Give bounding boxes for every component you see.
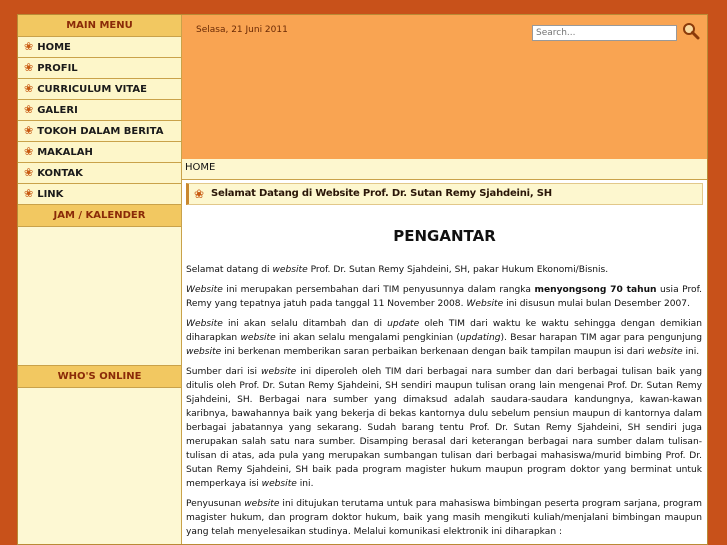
search-icon[interactable] xyxy=(682,22,700,40)
paragraph: Sumber dari isi website ini diperoleh oleh TIM dari berbagai nara sumber dan dari berbagai tulisan baik yang ditulis oleh Prof. Dr. Sutan Remy Sjahdeini, SH sendiri maupun tulisan orang lain mengenai Prof. Dr. Sutan Remy Sjahdeini, SH. Berbagai nara sumber yang dimaksud adalah saudara-saudara kandungnya, kawan-kawan karibnya, bawahannya baik yang bekerja di bekas kantornya dulu sebelum pensiun maupun di kantornya dalam berbagai jabatannya yang sekarang. Sudah barang tentu Prof. Dr. Sutan Remy Sjahdeini, SH sendiri juga merupakan salah satu nara sumber. Disamping berasal dari keterangan berbagai nara sumber dalam tulisan-tulisan di atas, ada pula yang merupakan sumbangan tulisan dari berbagai mahasiswa/murid bimbing Prof. Dr. Sutan Remy Sjahdeini, SH baik pada program magister hukum maupun program doktor yang berminat untuk memperkaya isi website ini. xyxy=(186,367,702,489)
breadcrumb-bar xyxy=(182,159,707,180)
flower-icon: ❀ xyxy=(194,187,205,201)
flower-icon: ❀ xyxy=(24,145,34,158)
whos-online-title: WHO'S ONLINE xyxy=(18,366,181,388)
menu-item-profil[interactable] xyxy=(18,58,181,79)
header-banner xyxy=(182,15,707,160)
menu-item-label: MAKALAH xyxy=(37,147,93,158)
flower-icon: ❀ xyxy=(24,124,34,137)
flower-icon: ❀ xyxy=(24,103,34,116)
menu-item-label: GALERI xyxy=(37,105,78,116)
breadcrumb: HOME xyxy=(185,162,216,173)
article-body xyxy=(186,263,702,545)
menu-item-kontak[interactable] xyxy=(18,163,181,184)
page-heading: PENGANTAR xyxy=(393,227,496,245)
sidebar xyxy=(18,15,182,545)
menu-item-curriculum-vitae[interactable] xyxy=(18,79,181,100)
jam-kalender-title: JAM / KALENDER xyxy=(18,205,181,227)
paragraph: Selamat datang di website Prof. Dr. Sutan Remy Sjahdeini, SH, pakar Hukum Ekonomi/Bisnis. xyxy=(186,265,609,275)
search-input[interactable] xyxy=(532,25,677,41)
flower-icon: ❀ xyxy=(24,61,34,74)
article-title: Selamat Datang di Website Prof. Dr. Sutan Remy Sjahdeini, SH xyxy=(211,188,552,199)
flower-icon: ❀ xyxy=(24,166,34,179)
paragraph: Website ini akan selalu ditambah dan di update oleh TIM dari waktu ke waktu sehingga dengan demikian diharapkan website ini akan selalu mengalami pengkinian (updating). Besar harapan TIM agar para pengunjung website ini berkenan memberikan saran perbaikan berkenaan dengan baik tampilan maupun isi dari website ini. xyxy=(186,319,702,357)
menu-item-label: PROFIL xyxy=(37,63,78,74)
menu-item-link[interactable] xyxy=(18,184,181,205)
paragraph: Website ini merupakan persembahan dari TIM penyusunnya dalam rangka menyongsong 70 tahun usia Prof. Remy yang tepatnya jatuh pada tanggal 11 November 2008. Website ini disusun mulai bulan Desember 2007. xyxy=(186,285,703,309)
main-area xyxy=(182,15,707,544)
current-date: Selasa, 21 Juni 2011 xyxy=(196,25,288,35)
menu-item-label: KONTAK xyxy=(37,168,83,179)
menu-item-makalah[interactable] xyxy=(18,142,181,163)
flower-icon: ❀ xyxy=(24,187,34,200)
menu-item-galeri[interactable] xyxy=(18,100,181,121)
menu-item-label: TOKOH DALAM BERITA xyxy=(37,126,164,137)
flower-icon: ❀ xyxy=(24,40,34,53)
menu-item-label: CURRICULUM VITAE xyxy=(37,84,147,95)
page-frame xyxy=(17,14,708,545)
menu-item-home[interactable] xyxy=(18,37,181,58)
flower-icon: ❀ xyxy=(24,82,34,95)
menu-item-label: HOME xyxy=(37,42,71,53)
main-menu-title: MAIN MENU xyxy=(18,15,181,37)
menu-item-tokoh-dalam-berita[interactable] xyxy=(18,121,181,142)
jam-kalender-panel xyxy=(18,227,181,366)
paragraph: Penyusunan website ini ditujukan terutama untuk para mahasiswa bimbingan peserta program sarjana, program magister hukum, dan program doktor hukum, baik yang masih mengikuti kuliah/menjalani bimbingan maupun yang telah menyelesaikan studinya. Melalui komunikasi elektronik ini diharapkan : xyxy=(186,499,702,537)
article-title-box xyxy=(186,183,703,205)
menu-item-label: LINK xyxy=(37,189,64,200)
